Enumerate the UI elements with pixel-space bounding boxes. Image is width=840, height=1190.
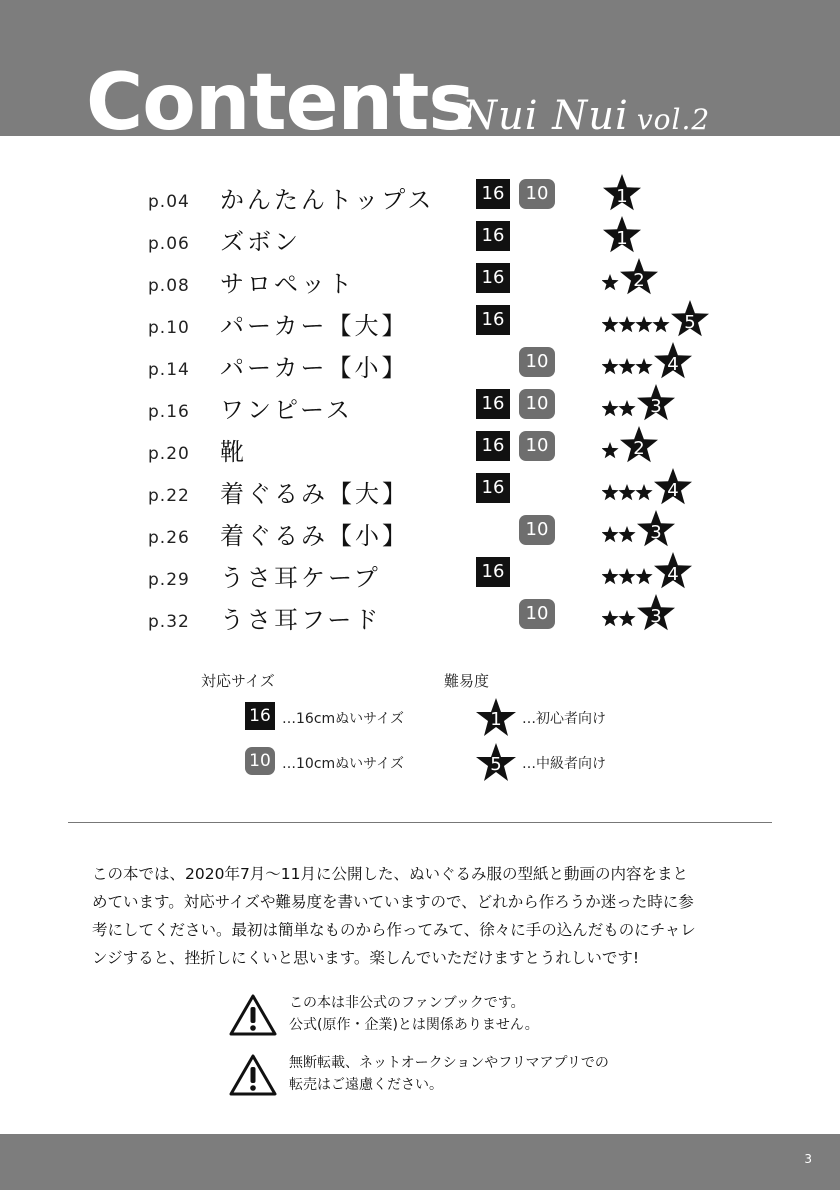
size10-legend-badge: 10	[245, 747, 275, 775]
difficulty-star-icon	[602, 274, 619, 290]
page-title: Contents	[86, 58, 474, 136]
toc-page-number: p.08	[148, 276, 190, 296]
difficulty-star-icon	[618, 568, 635, 584]
toc-item-title: かんたんトップス	[220, 186, 435, 214]
difficulty-rating	[602, 256, 663, 300]
toc-row	[0, 306, 840, 346]
page-number: 3	[804, 1152, 812, 1166]
beginner-star-number: 1	[490, 709, 502, 730]
difficulty-level-number: 2	[633, 270, 645, 291]
toc-page-number: p.26	[148, 528, 190, 548]
toc-item-title: 靴	[220, 438, 247, 466]
toc-item-title: パーカー【大】	[220, 312, 409, 340]
toc-page-number: p.14	[148, 360, 190, 380]
difficulty-star-icon	[618, 400, 635, 416]
difficulty-star-icon	[618, 358, 635, 374]
toc-row	[0, 600, 840, 640]
size10-badge: 10	[519, 347, 555, 377]
difficulty-level-number: 1	[616, 228, 628, 249]
size16-badge: 16	[476, 179, 510, 209]
difficulty-star-icon	[602, 358, 619, 374]
size10-legend-label: …10cmぬいサイズ	[282, 756, 405, 772]
difficulty-star-icon	[602, 316, 619, 332]
size16-badge: 16	[476, 389, 510, 419]
difficulty-level-number: 4	[667, 564, 679, 585]
difficulty-star-icon	[635, 568, 652, 584]
notice-line: 公式(原作・企業)とは関係ありません。	[289, 1017, 539, 1033]
intermediate-star-number: 5	[490, 754, 502, 775]
difficulty-level-number: 5	[684, 312, 696, 333]
intro-line: めています。対応サイズや難易度を書いていますので、どれから作ろうか迷った時に参	[92, 893, 694, 911]
difficulty-level-number: 3	[650, 522, 662, 543]
toc-page-number: p.32	[148, 612, 190, 632]
volume-label: vol.2	[636, 103, 711, 136]
difficulty-star-icon	[602, 568, 619, 584]
toc-item-title: うさ耳ケープ	[220, 564, 381, 592]
intermediate-legend-label: …中級者向け	[522, 756, 606, 772]
difficulty-level-number: 3	[650, 396, 662, 417]
difficulty-level-number: 2	[633, 438, 645, 459]
notice-unofficial	[289, 992, 539, 1036]
toc-row	[0, 390, 840, 430]
difficulty-level-number: 3	[650, 606, 662, 627]
toc-item-title: サロペット	[220, 270, 355, 298]
difficulty-rating	[602, 214, 646, 258]
toc-page-number: p.06	[148, 234, 190, 254]
difficulty-star-icon	[602, 610, 619, 626]
size16-badge: 16	[476, 473, 510, 503]
toc-page-number: p.10	[148, 318, 190, 338]
difficulty-star-icon	[602, 484, 619, 500]
size10-badge: 10	[519, 179, 555, 209]
notice-no-resale	[289, 1052, 609, 1096]
difficulty-star-icon	[618, 484, 635, 500]
size16-badge: 16	[476, 305, 510, 335]
toc-row	[0, 222, 840, 262]
notice-line: この本は非公式のファンブックです。	[289, 995, 525, 1011]
difficulty-rating	[602, 298, 714, 342]
difficulty-star-icon	[652, 316, 669, 332]
difficulty-rating	[602, 592, 680, 636]
book-name: Nui Nui	[462, 93, 629, 136]
difficulty-rating	[602, 550, 697, 594]
difficulty-rating	[602, 340, 697, 384]
difficulty-star-icon	[602, 526, 619, 542]
warning-icon	[228, 993, 278, 1037]
difficulty-rating	[602, 508, 680, 552]
size16-badge: 16	[476, 557, 510, 587]
beginner-star-icon	[474, 697, 518, 739]
difficulty-star-icon	[602, 400, 619, 416]
toc-item-title: パーカー【小】	[220, 354, 409, 382]
toc-item-title: ワンピース	[220, 396, 353, 424]
size16-badge: 16	[476, 431, 510, 461]
difficulty-level-number: 4	[667, 480, 679, 501]
intro-line: 考にしてください。最初は簡単なものから作ってみて、徐々に手の込んだものにチャレ	[92, 921, 696, 939]
size16-legend-badge: 16	[245, 702, 275, 730]
difficulty-star-icon	[618, 316, 635, 332]
difficulty-rating	[602, 424, 663, 468]
toc-row	[0, 432, 840, 472]
toc-page-number: p.29	[148, 570, 190, 590]
footer-band	[0, 1134, 840, 1190]
difficulty-rating	[602, 466, 697, 510]
intro-line: この本では、2020年7月～11月に公開した、ぬいぐるみ服の型紙と動画の内容をまと	[92, 865, 689, 883]
notice-line: 転売はご遠慮ください。	[289, 1077, 443, 1093]
toc-item-title: ズボン	[220, 228, 301, 256]
toc-page-number: p.04	[148, 192, 190, 212]
notice-line: 無断転載、ネットオークションやフリマアプリでの	[289, 1055, 609, 1071]
difficulty-star-icon	[602, 442, 619, 458]
toc-row	[0, 180, 840, 220]
toc-row	[0, 558, 840, 598]
difficulty-legend-heading: 難易度	[444, 672, 490, 690]
difficulty-rating	[602, 172, 646, 216]
toc-item-title: 着ぐるみ【小】	[220, 522, 409, 550]
toc-row	[0, 348, 840, 388]
size10-badge: 10	[519, 599, 555, 629]
toc-page-number: p.20	[148, 444, 190, 464]
toc-row	[0, 264, 840, 304]
size10-badge: 10	[519, 389, 555, 419]
difficulty-star-icon	[635, 316, 652, 332]
difficulty-level-number: 1	[616, 186, 628, 207]
difficulty-star-icon	[635, 484, 652, 500]
header-band	[0, 0, 840, 136]
toc-item-title: 着ぐるみ【大】	[220, 480, 409, 508]
toc-row	[0, 516, 840, 556]
intermediate-star-icon	[474, 742, 518, 784]
toc-item-title: うさ耳フード	[220, 606, 382, 634]
difficulty-rating	[602, 382, 680, 426]
book-subtitle	[462, 93, 711, 136]
toc-row	[0, 474, 840, 514]
difficulty-star-icon	[618, 526, 635, 542]
size-legend-heading: 対応サイズ	[201, 672, 275, 690]
warning-icon	[228, 1053, 278, 1097]
section-divider	[68, 822, 772, 823]
toc-page-number: p.16	[148, 402, 190, 422]
toc-page-number: p.22	[148, 486, 190, 506]
difficulty-level-number: 4	[667, 354, 679, 375]
intro-line: ンジすると、挫折しにくいと思います。楽しんでいただけますとうれしいです!	[92, 949, 640, 967]
size16-badge: 16	[476, 263, 510, 293]
difficulty-star-icon	[635, 358, 652, 374]
size10-badge: 10	[519, 431, 555, 461]
difficulty-star-icon	[618, 610, 635, 626]
intro-paragraph	[92, 860, 762, 972]
beginner-legend-label: …初心者向け	[522, 711, 606, 727]
size10-badge: 10	[519, 515, 555, 545]
size16-badge: 16	[476, 221, 510, 251]
size16-legend-label: …16cmぬいサイズ	[282, 711, 405, 727]
